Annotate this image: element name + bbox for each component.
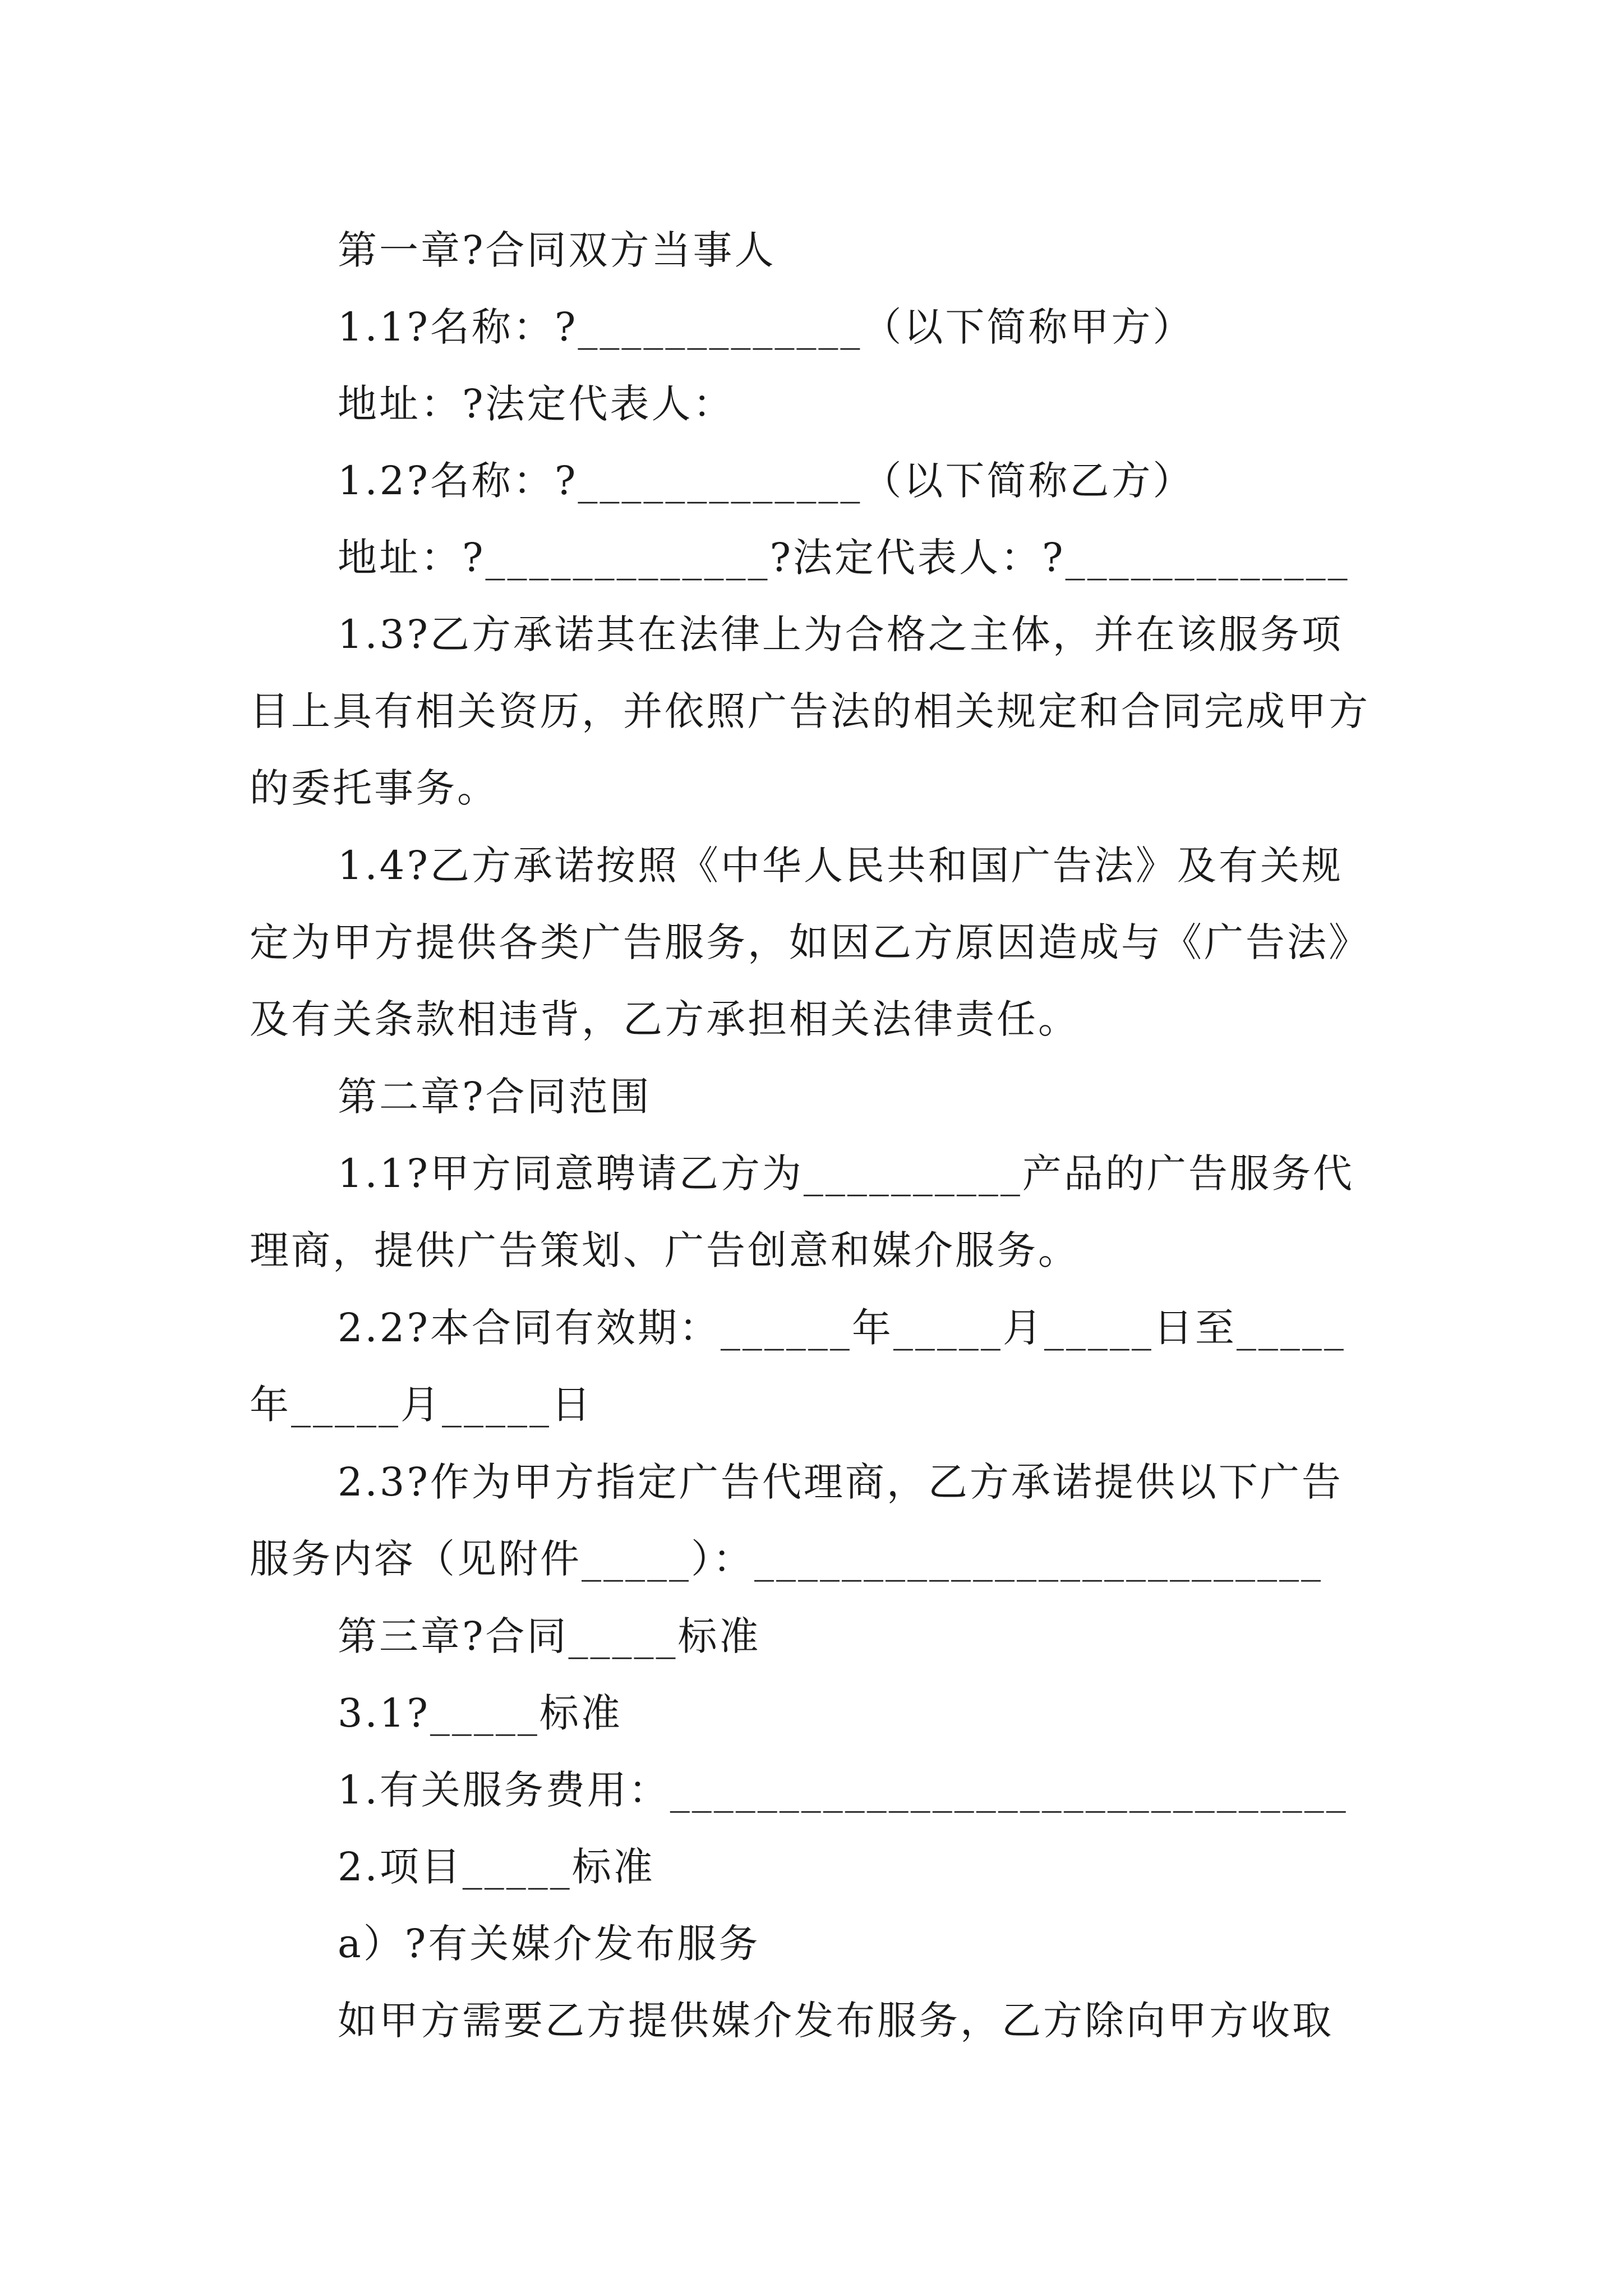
party-a-address-line: 地址：?法定代表人：	[338, 381, 735, 427]
sub-item-a-media: a）?有关媒介发布服务	[338, 1921, 760, 1967]
clause-1-2-party-b-name: 1.2?名称：?_____________（以下简称乙方）	[338, 458, 1195, 504]
item-1-service-fee: 1.有关服务费用：_______________________________	[338, 1767, 1348, 1813]
clause-2-2-validity: 2.2?本合同有效期：______年_____月_____日至_____年_____月_____日	[250, 1305, 1346, 1428]
party-b-address-line: 地址：?_____________?法定代表人：?_____________	[338, 535, 1350, 581]
media-service-paragraph: 如甲方需要乙方提供媒介发布服务，乙方除向甲方收取	[338, 1998, 1334, 2044]
item-2-project-standard: 2.项目_____标准	[338, 1844, 655, 1890]
chapter-3-heading: 第三章?合同_____标准	[338, 1613, 761, 1659]
clause-2-1: 1.1?甲方同意聘请乙方为__________产品的广告服务代理商，提供广告策划、广告创意和媒介服务。	[250, 1151, 1354, 1273]
clause-1-1-party-a-name: 1.1?名称：?_____________（以下简称甲方）	[338, 304, 1195, 350]
clause-1-3: 1.3?乙方承诺其在法律上为合格之主体，并在该服务项目上具有相关资历，并依照广告法的相关规定和合同完成甲方的委托事务。	[250, 611, 1370, 811]
clause-1-4: 1.4?乙方承诺按照《中华人民共和国广告法》及有关规定为甲方提供各类广告服务，如因乙方原因造成与《广告法》及有关条款相违背，乙方承担相关法律责任。	[250, 843, 1370, 1042]
clause-3-1: 3.1?_____标准	[338, 1690, 623, 1736]
chapter-2-heading: 第二章?合同范围	[338, 1074, 652, 1120]
clause-2-3-services: 2.3?作为甲方指定广告代理商，乙方承诺提供以下广告服务内容（见附件_____）：__________________________	[250, 1459, 1343, 1582]
chapter-1-heading: 第一章?合同双方当事人	[338, 227, 776, 273]
